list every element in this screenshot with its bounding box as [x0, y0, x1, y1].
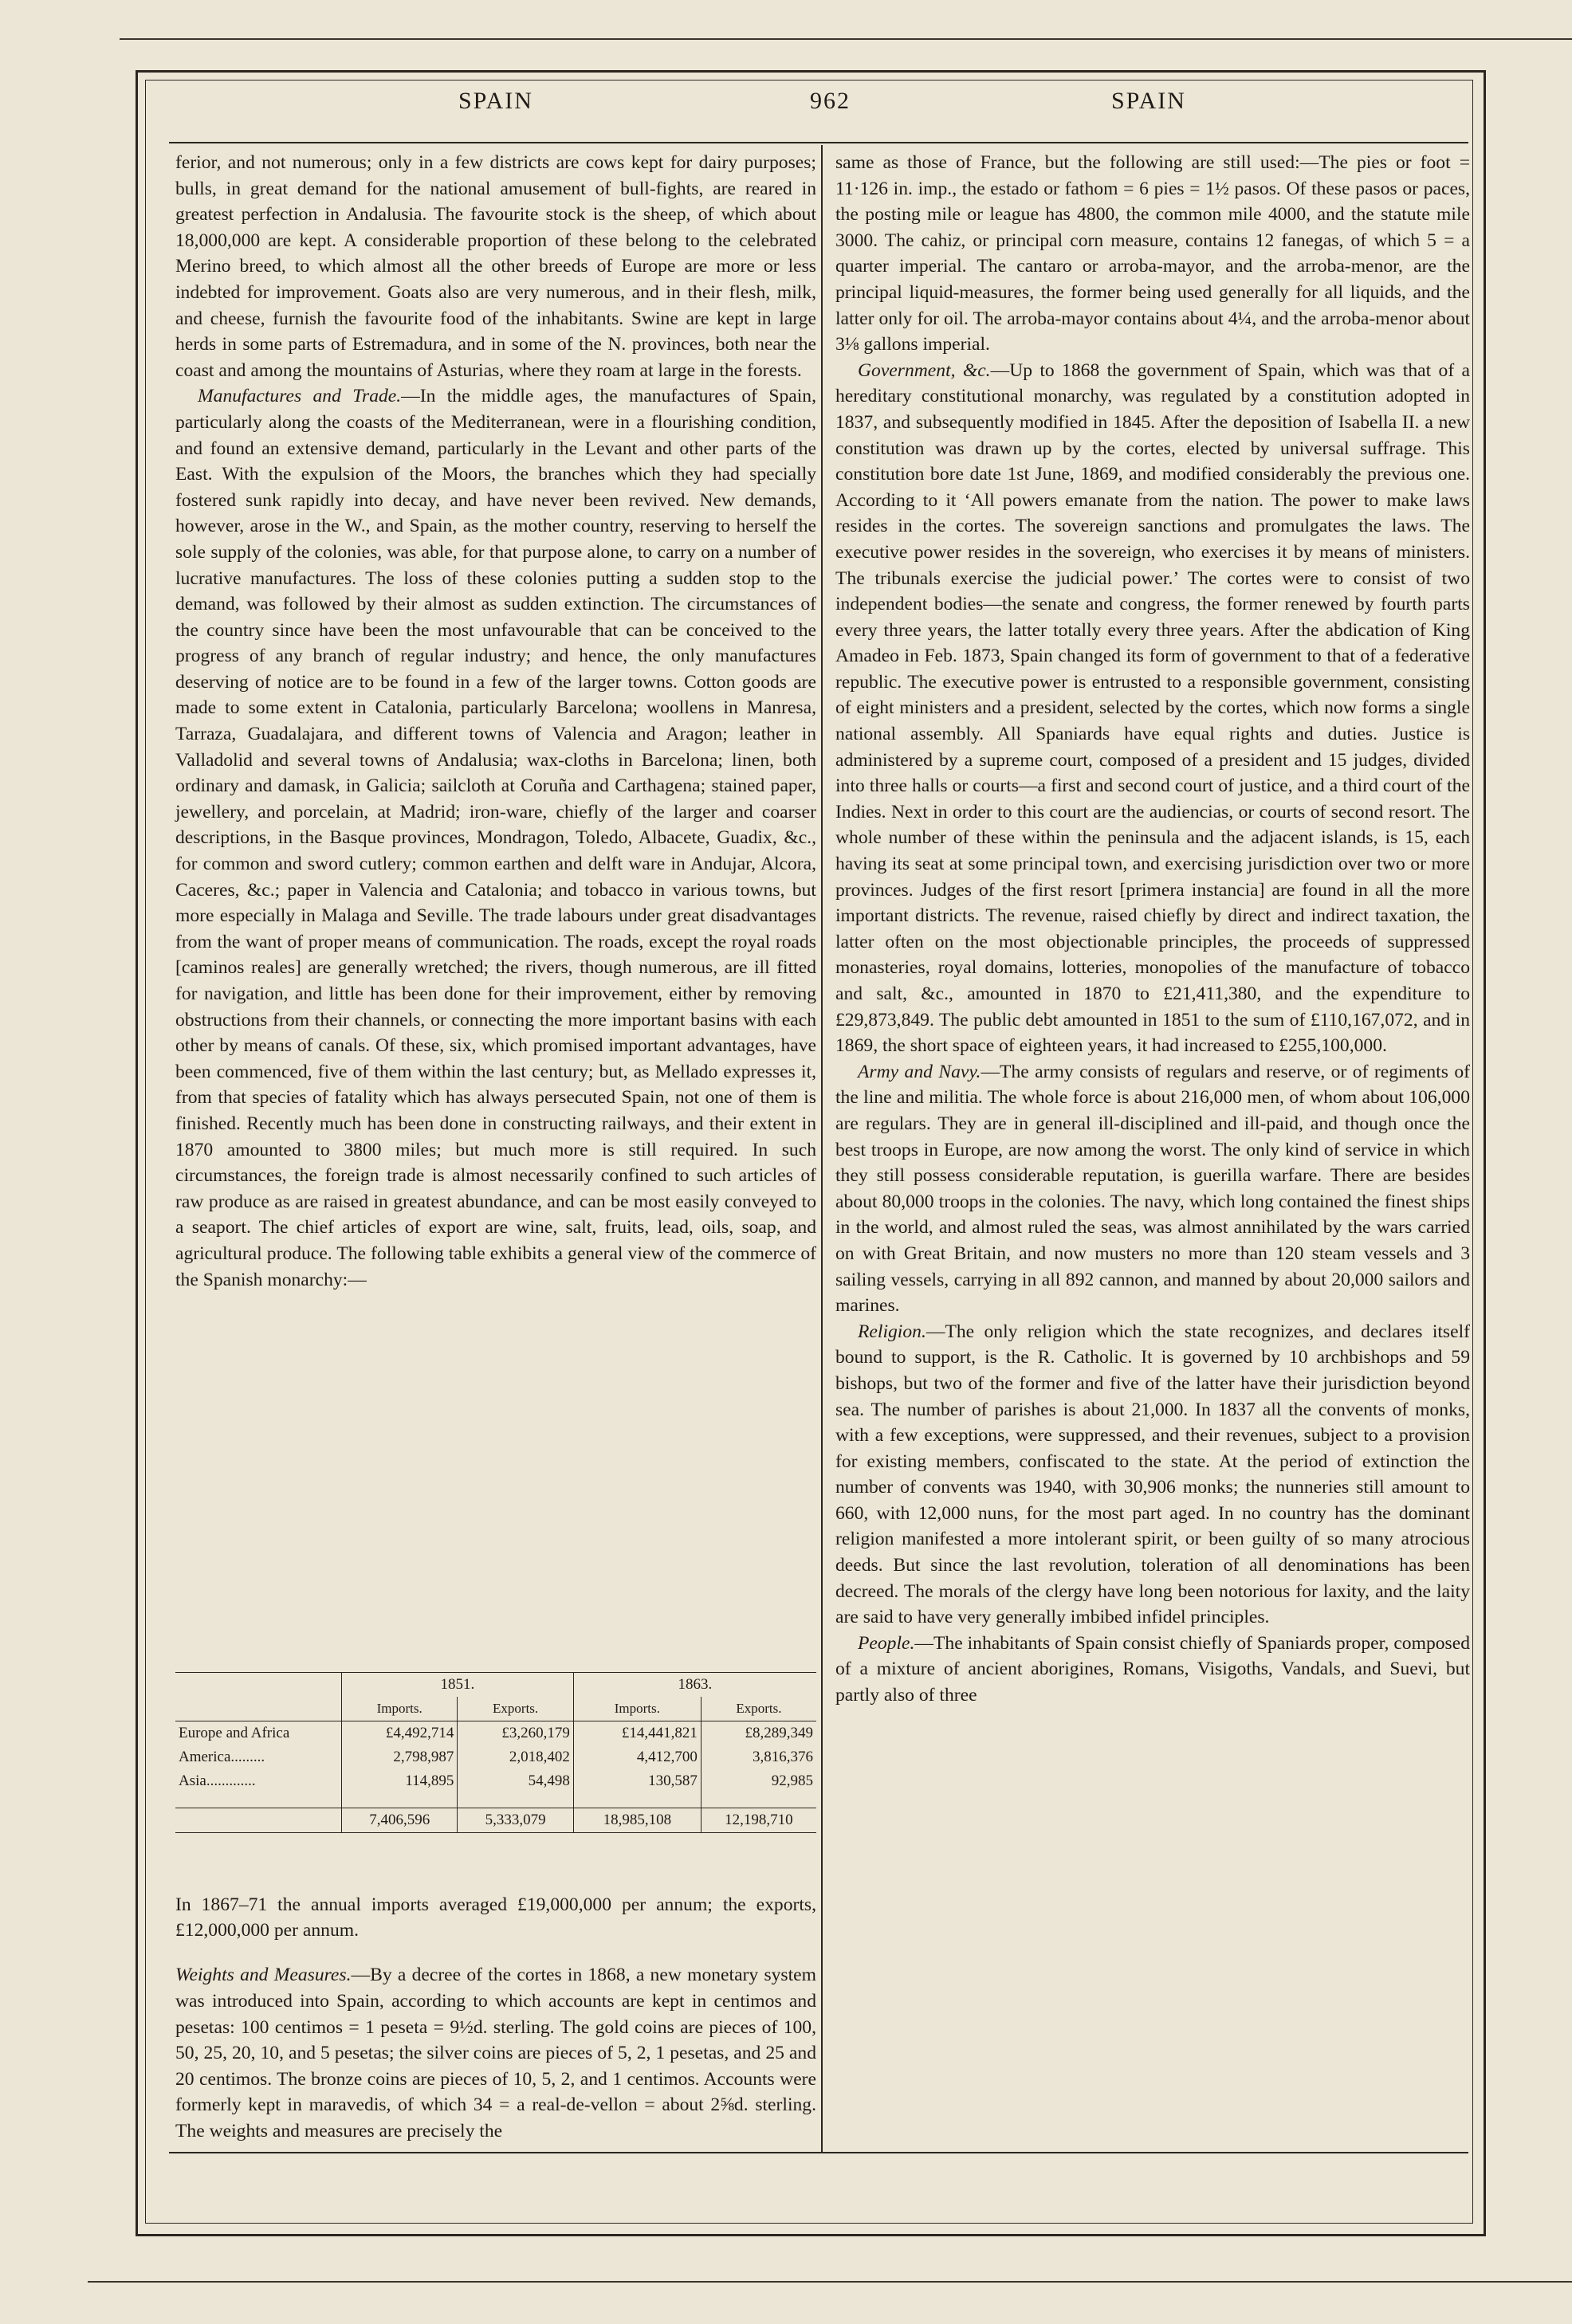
commerce-table	[175, 1672, 816, 1833]
table-totals-row	[175, 1808, 816, 1833]
text-weights: —By a decree of the cortes in 1868, a new monetary system was introduced into Spain, according to which accounts are kept in centimos and pesetas: 100 centimos = 1 peseta = 9½d. sterling. The gold coins are pieces of 100, 50, 25, 20, 10, and 5 pesetas; the silver coins are pieces of 5, 2, 1 pesetas, and 25 and 20 centimos. The bronze coins are pieces of 10, 5, 2, and 1 centimos. Accounts were formerly kept in maravedis, of which 34 = a real-de-vellon = about 2⅝d. sterling. The weights and measures are precisely the	[175, 1965, 816, 2141]
table-cell: £3,260,179	[458, 1721, 573, 1746]
year-1863: 1863.	[573, 1673, 816, 1698]
table-row	[175, 1745, 816, 1769]
table-header-years	[175, 1673, 816, 1698]
text-government: —Up to 1868 the government of Spain, which was that of a hereditary constitutional monarchy, was regulated by a constitution adopted in 1837, and subsequently modified in 1845. After the deposition of Isabella II. a new constitution was drawn up by the cortes, elected by universal suffrage. This constitution bore date 1st June, 1869, and modified considerably the previous one. According to it ‘All powers emanate from the nation. The power to make laws resides in the cortes. The sovereign sanctions and promulgates the laws. The executive power resides in the sovereign, who exercises it by means of ministers. The tribunals exercise the judicial power.’ The cortes were to consist of two independent bodies—the senate and congress, the former renewed by fourth parts every three years, the latter totally every three years. After the abdication of King Amadeo in Feb. 1873, Spain changed its form of government to that of a federative republic. The executive power is entrusted to a responsible government, consisting of eight ministers and a president, selected by the cortes, which now forms a single national assembly. All Spaniards have equal rights and duties. Justice is administered by a supreme court, composed of a president and 15 judges, divided into three halls or courts—a first and second court of justice, and a third court of the Indies. Next in order to this court are the audiencias, or courts of second resort. The whole number of these within the peninsula and the adjacent islands, is 15, each having its seat at some principal town, and exercising jurisdiction over two or more provinces. Judges of the first resort [primera instancia] are found in all the more important districts. The revenue, raised chiefly by direct and indirect taxation, the latter often on the most objectionable principles, the proceeds of suppressed monasteries, royal domains, lotteries, monopolies of the manufacture of tobacco and salt, &c., amounted in 1870 to £21,411,380, and the expenditure to £29,873,849. The public debt amounted in 1851 to the sum of £110,167,072, and in 1869, the short space of eighteen years, it had increased to £255,100,000.	[835, 359, 1470, 1057]
table-cell: £14,441,821	[573, 1721, 701, 1746]
heading-religion: Religion.	[858, 1321, 926, 1342]
paragraph-imports-average: In 1867–71 the annual imports averaged £19,000,000 per annum; the exports, £12,000,000 per annum.	[175, 1894, 816, 1941]
table-corner	[175, 1673, 342, 1698]
running-head-right: SPAIN	[1111, 88, 1186, 114]
table-cell: 2,798,987	[342, 1745, 458, 1769]
text-religion: —The only religion which the state recognizes, and declares itself bound to support, is the R. Catholic. It is governed by 10 archbishops and 59 bishops, but two of the former and five of the latter have their jurisdiction beyond sea. The number of parishes is about 21,000. In 1837 all the convents of monks, with a few exceptions, were suppressed, and their revenues, subject to a provision for existing members, confiscated to the state. At the period of extinction the number of convents was 1940, with 30,906 monks; the nunneries still amount to 660, with 12,000 nuns, for the most part aged. In no country has the dominant religion manifested a more intolerant spirit, or been guilty of so many atrocious deeds. But since the last revolution, toleration of all denominations has been decreed. The morals of the clergy have long been notorious for laxity, and the laity are said to have very generally imbibed infidel principles.	[835, 1321, 1470, 1628]
table-cell: £8,289,349	[701, 1721, 816, 1746]
paragraph-livestock: ferior, and not numerous; only in a few districts are cows kept for dairy purposes; bulls, in great demand for the national amusement of bull-fights, are reared in greatest perfection in Andalusia. The favourite stock is the sheep, of which about 18,000,000 are kept. A considerable proportion of these belong to the celebrated Merino breed, to which almost all the other breeds of Europe are more or less indebted for improvement. Goats also are very numerous, and in their flesh, milk, and cheese, furnish the favourite food of the inhabitants. Swine are kept in large herds in some parts of Estremadura, and in some of the N. provinces, both near the coast and among the mountains of Asturias, where they roam at large in the forests.	[175, 152, 816, 381]
left-column-lower	[175, 1873, 816, 2163]
table-cell: 3,816,376	[701, 1745, 816, 1769]
heading-weights: Weights and Measures.	[175, 1965, 352, 1986]
page-top-edge	[120, 38, 1572, 40]
paragraph-religion	[835, 1319, 1470, 1631]
region-label: Asia.............	[179, 1772, 256, 1789]
running-head-left: SPAIN	[458, 88, 533, 114]
table-row	[175, 1769, 816, 1808]
region-label: Europe and Africa	[179, 1725, 290, 1741]
year-1851: 1851.	[342, 1673, 574, 1698]
exports-header-1851: Exports.	[458, 1697, 573, 1721]
heading-army: Army and Navy.	[858, 1061, 981, 1082]
paragraph-people	[835, 1631, 1470, 1709]
total-cell: 12,198,710	[701, 1808, 816, 1833]
imports-header-1863: Imports.	[573, 1697, 701, 1721]
region-label: America.........	[179, 1749, 265, 1765]
imports-header-1851: Imports.	[342, 1697, 458, 1721]
table-row	[175, 1721, 816, 1746]
heading-manufactures: Manufactures and Trade.	[198, 386, 402, 407]
paragraph-army	[835, 1059, 1470, 1319]
heading-people: People.	[858, 1632, 915, 1654]
table-header-columns	[175, 1697, 816, 1721]
table-cell: 92,985	[701, 1769, 816, 1808]
text-manufactures: —In the middle ages, the manufactures of Spain, particularly along the coasts of the Mediterranean, were in a flourishing condition, and found an extensive demand, particularly in the Levant and other parts of the East. With the expulsion of the Moors, the branches which they had specially fostered sunk rapidly into decay, and have never been revived. New demands, however, arose in the W., and Spain, as the mother country, reserving to herself the sole supply of the colonies, was able, for that purpose alone, to carry on a number of lucrative manufactures. The loss of these colonies putting a sudden stop to the demand, was followed by their almost as sudden extinction. The circumstances of the country since have been the most unfavourable that can be conceived to the progress of any branch of regular industry; and hence, the only manufactures deserving of notice are to be found in a few of the larger towns. Cotton goods are made to some extent in Catalonia, particularly Barcelona; woollens in Manresa, Tarraza, Guadalajara, and different towns of Valencia and Aragon; leather in Valladolid and several towns of Andalusia; wax-cloths in Barcelona; linen, both ordinary and damask, in Galicia; sailcloth at Coruña and Carthagena; stained paper, jewellery, and porcelain, at Madrid; iron-ware, chiefly of the larger and coarser descriptions, in the Basque provinces, Mondragon, Toledo, Albacete, Guadix, &c., for common and sword cutlery; common earthen and delft ware in Andujar, Alcora, Caceres, &c.; paper in Valencia and Catalonia; and tobacco in various towns, but more especially in Malaga and Seville. The trade labours under great disadvantages from the want of proper means of communication. The roads, except the royal roads [caminos reales] are generally wretched; the rivers, though numerous, are ill fitted for navigation, and little has been done for their improvement, either by removing obstructions from their channels, or connecting the more important basins with each other by means of canals. Of these, six, which promised important advantages, have been commenced, five of them within the last century; but, as Mellado expresses it, from that species of fatality which has always persecuted Spain, not one of them is finished. Recently much has been done in constructing railways, and their extent in 1870 amounted to 3800 miles; but much more is still required. In such circumstances, the foreign trade is almost necessarily confined to such articles of raw produce as are raised in greatest abundance, and can be most easily conveyed to a seaport. The chief articles of export are wine, salt, fruits, lead, oils, soap, and agricultural produce. The following table exhibits a general view of the commerce of the Spanish monarchy:—	[175, 386, 816, 1290]
exports-header-1863: Exports.	[701, 1697, 816, 1721]
table-cell: 4,412,700	[573, 1745, 701, 1769]
heading-government: Government, &c.	[858, 359, 991, 381]
paragraph-weights	[175, 1962, 816, 2144]
table-cell: 114,895	[342, 1769, 458, 1808]
page-number: 962	[810, 88, 851, 114]
total-cell: 18,985,108	[573, 1808, 701, 1833]
paragraph-manufactures	[175, 383, 816, 1293]
total-cell: 5,333,079	[458, 1808, 573, 1833]
column-divider	[821, 145, 823, 2152]
table-cell: 2,018,402	[458, 1745, 573, 1769]
header-rule	[169, 142, 1468, 143]
table-cell: £4,492,714	[342, 1721, 458, 1746]
table-cell: 54,498	[458, 1769, 573, 1808]
paragraph-measures: same as those of France, but the following are still used:—The pies or foot = 11·126 in. imp., the estado or fathom = 6 pies = 1½ pasos. Of these pasos or paces, the posting mile or league has 4800, the common mile 4000, and the statute mile 3000. The cahiz, or principal corn measure, contains 12 fanegas, of which 5 = a quarter imperial. The cantaro or arroba-mayor, and the arroba-menor, are the principal liquid-measures, the former being used generally for all liquids, and the latter only for oil. The arroba-mayor contains about 4¼, and the arroba-menor about 3⅛ gallons imperial.	[835, 152, 1470, 355]
paragraph-government	[835, 358, 1470, 1059]
text-people: —The inhabitants of Spain consist chiefly of Spaniards proper, composed of a mixture of ancient aborigines, Romans, Visigoths, Vandals, and Suevi, but partly also of three	[835, 1632, 1470, 1706]
left-column	[175, 150, 816, 1293]
right-column	[835, 150, 1470, 1709]
page-bottom-edge	[88, 2281, 1572, 2283]
text-army: —The army consists of regulars and reserve, or of regiments of the line and militia. The whole force is about 216,000 men, of whom about 106,000 are regulars. They are in general ill-disciplined and ill-paid, and though once the best troops in Europe, are now among the worst. The only kind of service in which they still possess considerable reputation, is guerilla warfare. There are besides about 80,000 troops in the colonies. The navy, which long contained the finest ships in the world, and almost ruled the seas, was almost annihilated by the wars carried on with Great Britain, and now musters no more than 120 steam vessels and 3 sailing vessels, carrying in all 892 cannon, and manned by about 20,000 sailors and marines.	[835, 1061, 1470, 1317]
total-cell: 7,406,596	[342, 1808, 458, 1833]
table-cell: 130,587	[573, 1769, 701, 1808]
